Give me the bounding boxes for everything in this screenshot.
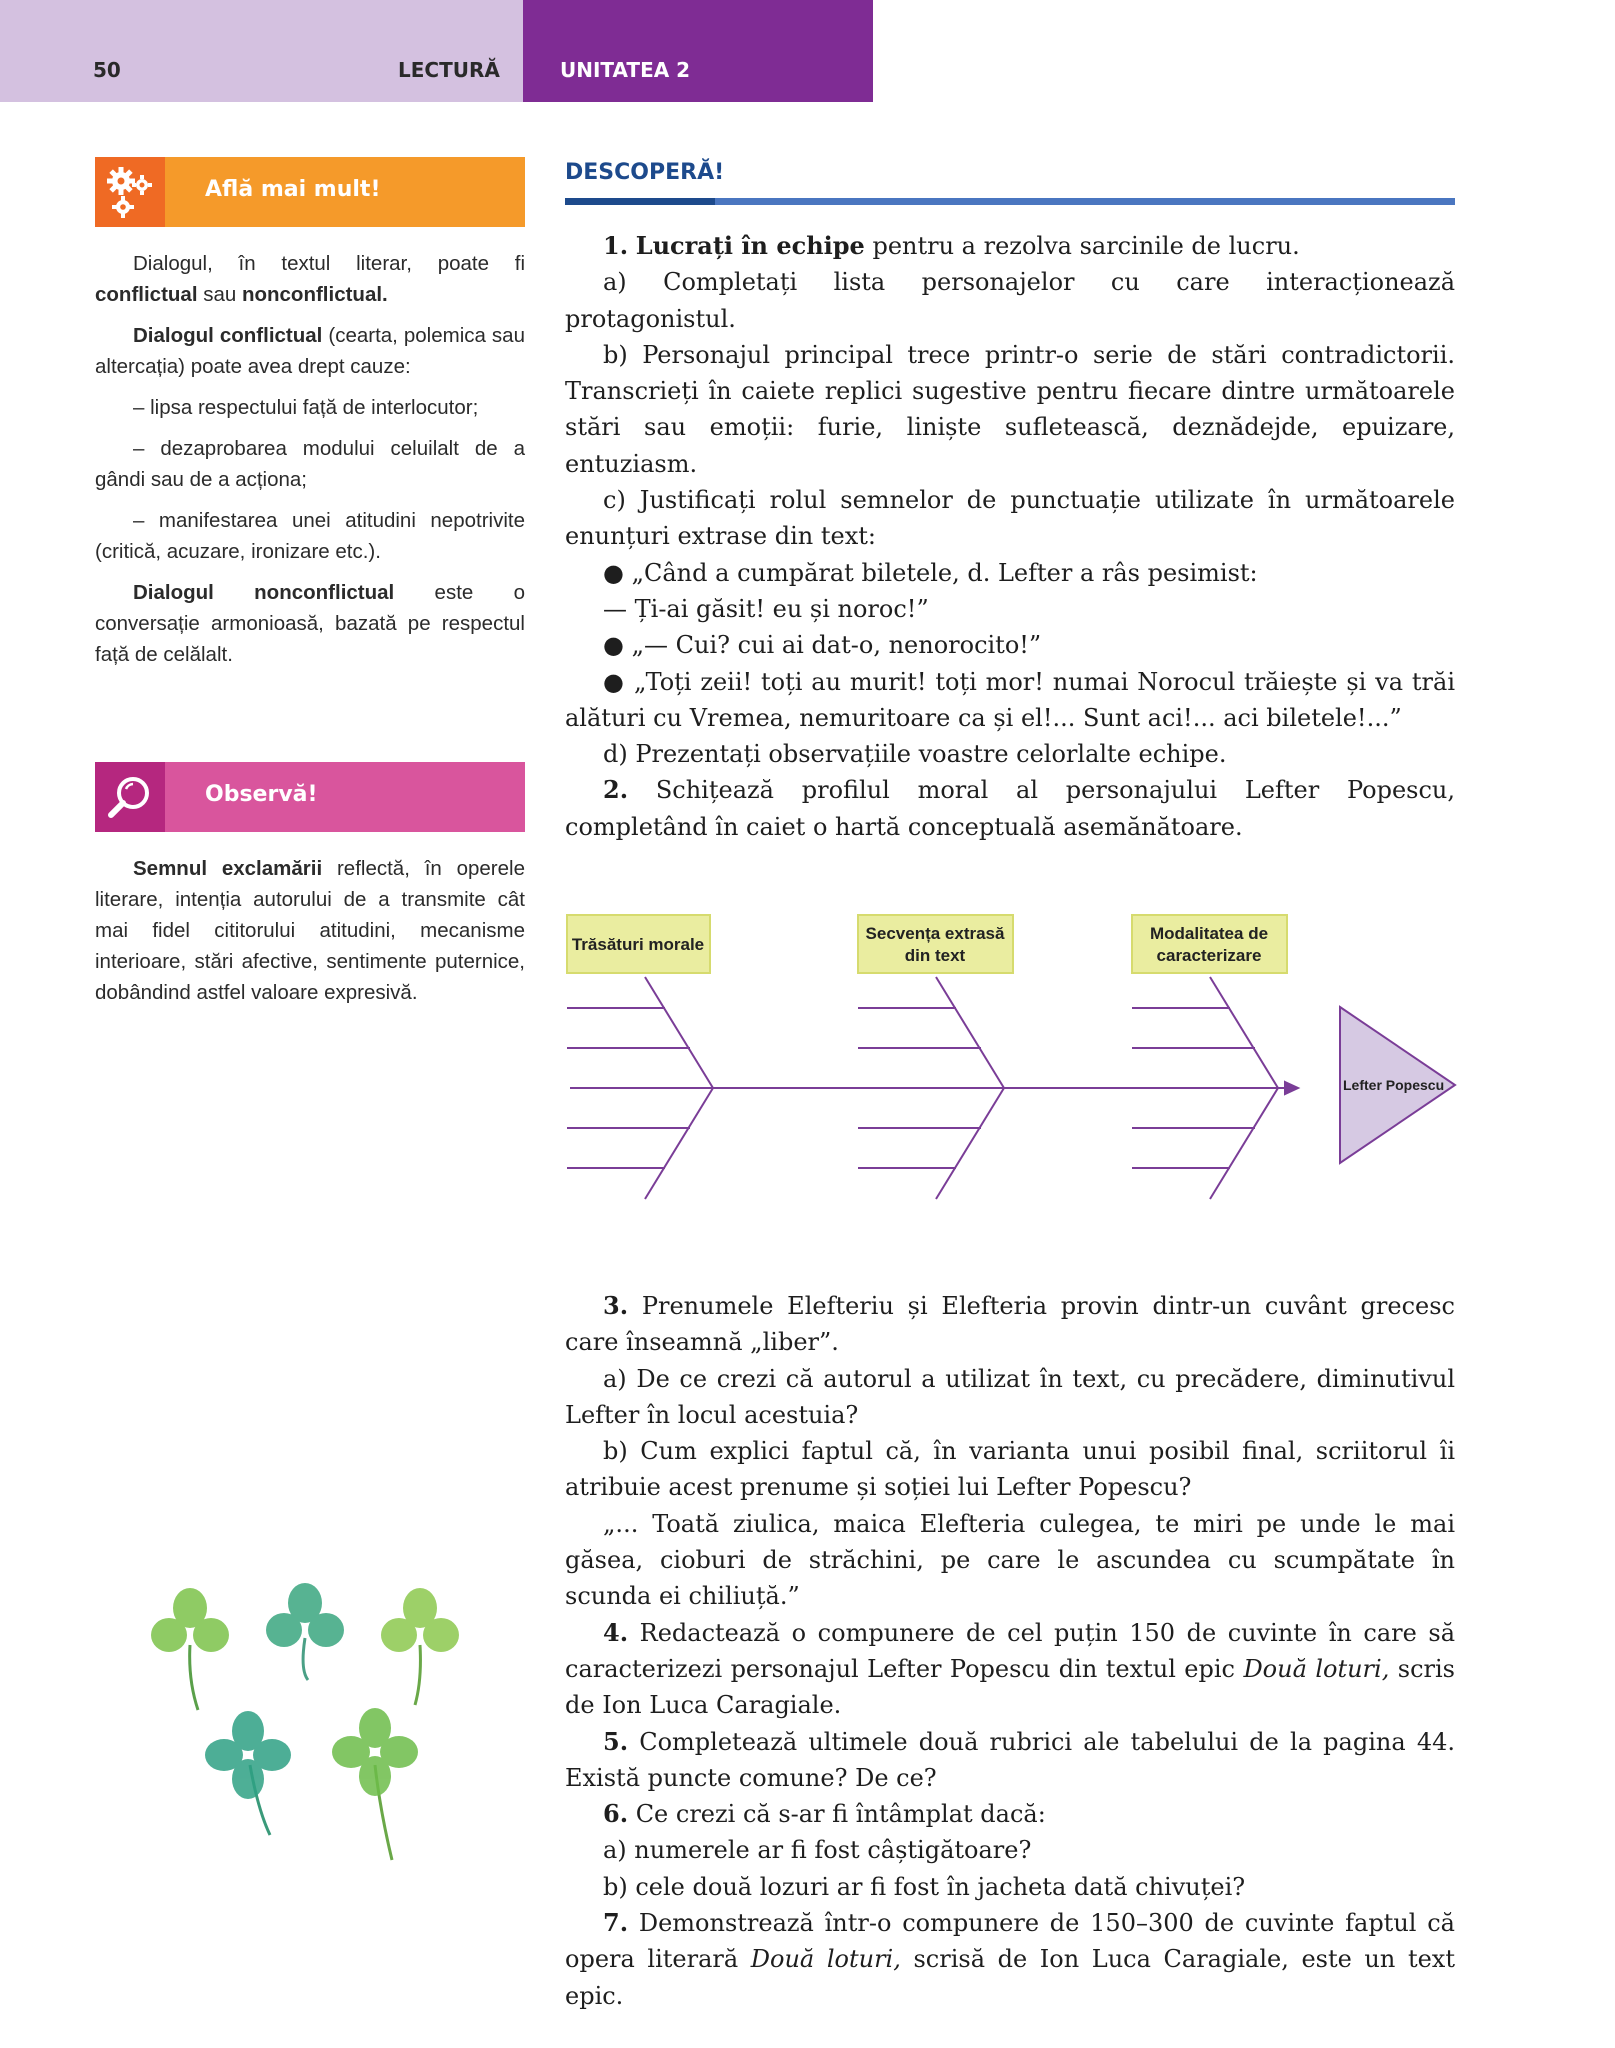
afla-cause-2: – dezaprobarea modului celuilalt de a gândi sau de a acționa; xyxy=(95,437,525,491)
header-band-dark xyxy=(523,0,873,102)
page-number: 50 xyxy=(93,58,121,82)
header-band-light xyxy=(0,0,523,102)
observa-title: Observă! xyxy=(205,782,318,807)
afla-paragraph-1: Dialogul, în textul literar, poate fi conflictual sau nonconflictual. xyxy=(95,252,525,306)
afla-paragraph-3: Dialogul nonconflictual este o conversație armonioasă, bazată pe respectul față de celălalt. xyxy=(95,581,525,666)
four-clovers-illustration xyxy=(130,1570,500,1880)
task-6b: b) cele două lozuri ar fi fost în jacheta dată chivuței? xyxy=(603,1872,1246,1901)
gears-icon xyxy=(95,157,165,227)
afla-cause-3: – manifestarea unei atitudini nepotrivite (critică, acuzare, ironizare etc.). xyxy=(95,509,525,563)
diagram-arrow xyxy=(1285,1082,1298,1094)
task-1a: a) Completați lista personajelor cu care interacționează protagonistul. xyxy=(565,268,1455,333)
task-3a: a) De ce crezi că autorul a utilizat în text, cu precădere, diminutivul Lefter în locul acestuia? xyxy=(565,1364,1455,1429)
clover-3 xyxy=(381,1588,459,1705)
diagram-box-traits-label: Trăsături morale xyxy=(571,935,705,954)
task-7: 7. Demonstrează într-o compunere de 150–300 de cuvinte faptul că opera literară Două loturi, scrisă de Ion Luca Caragiale, este un text epic. xyxy=(565,1908,1455,2010)
descopera-underline-light xyxy=(715,198,1455,205)
afla-mai-mult-title: Află mai mult! xyxy=(205,177,381,202)
task-1c: c) Justificați rolul semnelor de punctuație utilizate în următoarele enunțuri extrase din text: xyxy=(565,486,1455,551)
task-1: 1. Lucrați în echipe pentru a rezolva sarcinile de lucru. xyxy=(603,231,1300,260)
afla-paragraph-2: Dialogul conflictual (cearta, polemica sau altercația) poate avea drept cauze: xyxy=(95,324,525,378)
task-5: 5. Completează ultimele două rubrici ale tabelului de la pagina 44. Există puncte comune? De ce? xyxy=(565,1726,1455,1792)
diagram-head-label: Lefter Popescu xyxy=(1343,1077,1445,1093)
diagram-box-sequence-line1: Secvența extrasă xyxy=(865,924,1005,943)
clover-2 xyxy=(266,1583,344,1680)
task-1b: b) Personajul principal trece printr-o serie de stări contradictorii. Transcrieți în caiete replici sugestive pentru fiecare dintre următoarele stări sau emoții: furie, liniște sufletească, deznădejde, epuizare, entuziasm. xyxy=(565,340,1455,478)
task-4: 4. Redactează o compunere de cel puțin 150 de cuvinte în care să caracterizezi personajul Lefter Popescu din textul epic Două loturi, scris de Ion Luca Caragiale. xyxy=(565,1617,1456,1720)
magnifier-icon xyxy=(95,762,165,832)
quote-1a: ● „Când a cumpărat biletele, d. Lefter a râs pesimist: xyxy=(603,558,1258,587)
task-3-quote: „... Toată ziulica, maica Elefteria culegea, te miri pe unde le mai găsea, cioburi de străchini, pe care le ascundea cu scumpătate în scunda ei chiliuță.” xyxy=(565,1509,1455,1611)
tasks-continued xyxy=(565,1288,1455,2014)
section-label: LECTURĂ xyxy=(398,58,500,82)
quote-3: ● „Toți zeii! toți au murit! toți mor! numai Norocul trăiește și va trăi alături cu Vremea, nemuritoare ca și el!... Sunt aci!... aci biletele!...” xyxy=(565,667,1455,732)
diagram-box-method-line1: Modalitatea de xyxy=(1149,924,1269,943)
descopera-tasks xyxy=(565,228,1455,845)
descopera-title: DESCOPERĂ! xyxy=(565,160,725,185)
clover-1 xyxy=(151,1588,229,1710)
afla-mai-mult-header xyxy=(95,157,525,227)
unit-label: UNITATEA 2 xyxy=(560,58,691,82)
quote-2: ● „— Cui? cui ai dat-o, nenorocito!” xyxy=(603,631,1042,660)
clover-4 xyxy=(205,1711,291,1835)
task-2: 2. Schițează profilul moral al personajului Lefter Popescu, completând în caiet o hartă conceptuală asemănătoare. xyxy=(565,775,1455,841)
descopera-underline-dark xyxy=(565,198,715,205)
quote-1b: — Ți-ai găsit! eu și noroc!” xyxy=(603,594,929,623)
task-6: 6. Ce crezi că s-ar fi întâmplat dacă: xyxy=(603,1799,1046,1829)
clover-5 xyxy=(332,1708,418,1860)
observa-paragraph: Semnul exclamării reflectă, în operele literare, intenția autorului de a transmite cât mai fidel cititorului atitudini, mecanisme interioare, stări afective, sentimente puternice, dobândind astfel valoare expresivă. xyxy=(95,857,525,1004)
task-1d: d) Prezentați observațiile voastre celorlalte echipe. xyxy=(603,740,1227,769)
task-6a: a) numerele ar fi fost câștigătoare? xyxy=(603,1836,1032,1865)
fishbone-diagram xyxy=(560,905,1460,1225)
afla-cause-1: – lipsa respectului față de interlocutor; xyxy=(133,396,479,419)
diagram-box-sequence-line2: din text xyxy=(904,946,966,965)
observa-text xyxy=(95,853,525,1018)
afla-mai-mult-text xyxy=(95,248,525,680)
diagram-box-method-line2: caracterizare xyxy=(1156,946,1262,965)
observa-header xyxy=(95,762,525,832)
task-3: 3. Prenumele Elefteriu și Elefteria provin dintr-un cuvânt grecesc care înseamnă „liber”. xyxy=(565,1291,1455,1357)
task-3b: b) Cum explici faptul că, în varianta unui posibil final, scriitorul îi atribuie acest prenume și soției lui Lefter Popescu? xyxy=(565,1437,1455,1502)
